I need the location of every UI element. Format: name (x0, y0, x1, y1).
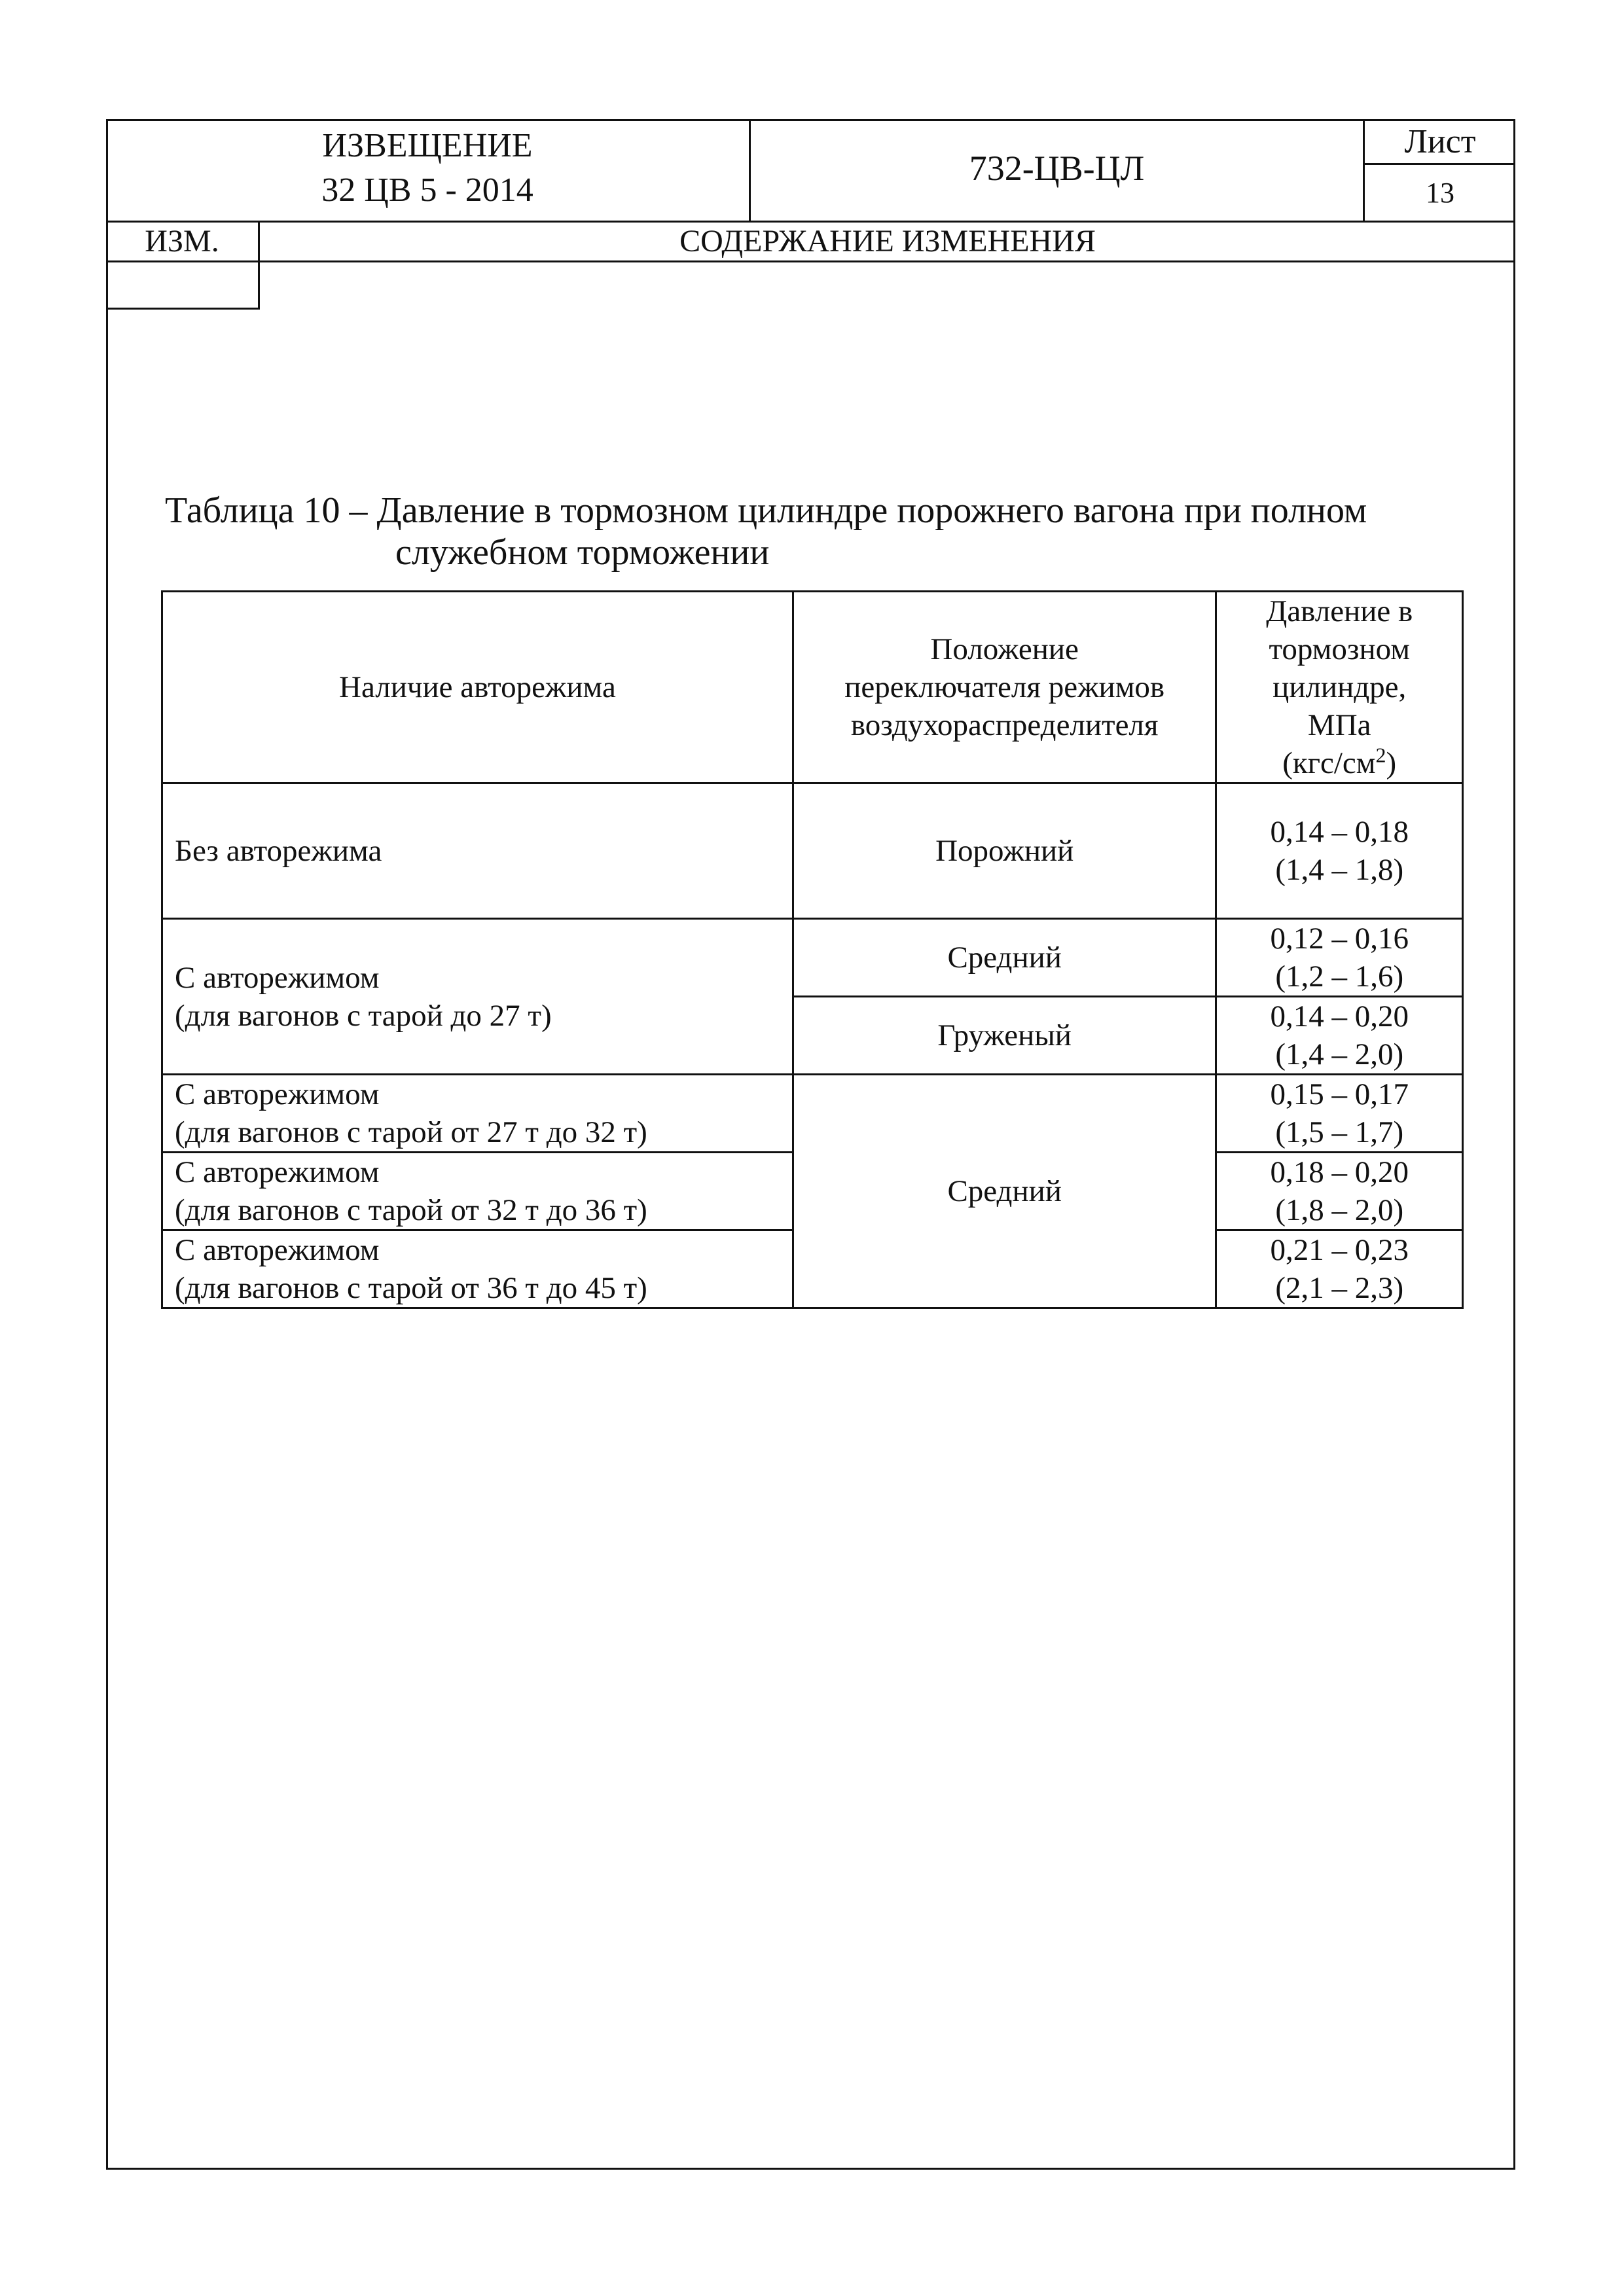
pressure-kgf: (1,8 – 2,0) (1275, 1193, 1404, 1227)
presence-line: (для вагонов с тарой до 27 т) (175, 998, 552, 1033)
cell-mode: Средний (793, 919, 1216, 997)
presence-line: (для вагонов с тарой от 36 т до 45 т) (175, 1271, 647, 1305)
cell-presence: Без авторежима (162, 783, 793, 919)
pressure-mpa: 0,14 – 0,20 (1270, 999, 1409, 1033)
header-switch-position (793, 592, 1216, 783)
cell-pressure (1216, 783, 1463, 919)
table-caption-line1: Таблица 10 – Давление в тормозном цилиндре порожнего вагона при полном (165, 490, 1367, 531)
presence-line: С авторежимом (175, 1077, 380, 1111)
table-caption (165, 490, 1367, 573)
header-pressure-line: цилиндре, (1272, 670, 1407, 704)
pressure-kgf: (1,4 – 1,8) (1275, 853, 1404, 887)
table-caption-line2: служебном торможении (395, 532, 770, 573)
presence-line: (для вагонов с тарой от 27 т до 32 т) (175, 1115, 647, 1149)
cell-presence (162, 1153, 793, 1230)
table-row (162, 1075, 1463, 1153)
sheet-number: 13 (1426, 177, 1454, 209)
header-pressure-line: тормозном (1269, 632, 1410, 666)
header-pressure-unit (1221, 744, 1458, 782)
notice-number: 32 ЦВ 5 - 2014 (321, 171, 533, 209)
pressure-kgf: (1,2 – 1,6) (1275, 960, 1404, 994)
cell-pressure (1216, 1230, 1463, 1308)
izm-row-separator (106, 260, 1515, 262)
cell-presence (162, 919, 793, 1075)
cell-pressure (1216, 1075, 1463, 1153)
presence-line: С авторежимом (175, 1233, 380, 1267)
content-label: СОДЕРЖАНИЕ ИЗМЕНЕНИЯ (679, 224, 1096, 259)
unit-close: ) (1386, 746, 1397, 780)
cell-pressure (1216, 1153, 1463, 1230)
cell-pressure (1216, 919, 1463, 997)
pressure-kgf: (1,4 – 2,0) (1275, 1037, 1404, 1071)
presence-line: С авторежимом (175, 1155, 380, 1189)
header-autoregime: Наличие авторежима (162, 592, 793, 783)
presence-line: (для вагонов с тарой от 32 т до 36 т) (175, 1193, 647, 1227)
cell-mode: Средний (793, 1075, 1216, 1308)
notice-title: ИЗВЕЩЕНИЕ (322, 127, 533, 164)
cell-presence (162, 1230, 793, 1308)
table-row (162, 783, 1463, 919)
pressure-mpa: 0,12 – 0,16 (1270, 922, 1409, 956)
table-row (162, 919, 1463, 997)
pressure-mpa: 0,15 – 0,17 (1270, 1077, 1409, 1111)
sheet-cell-divider (1363, 163, 1515, 165)
cell-mode: Порожний (793, 783, 1216, 919)
izm-cell-bottom (106, 308, 260, 310)
cell-presence (162, 1075, 793, 1153)
header-switch-line: Положение (930, 632, 1079, 666)
presence-line: С авторежимом (175, 960, 380, 995)
sheet-label: Лист (1404, 123, 1476, 160)
table-header-row (162, 592, 1463, 783)
unit-superscript: 2 (1375, 743, 1386, 767)
pressure-kgf: (1,5 – 1,7) (1275, 1115, 1404, 1149)
header-pressure-line: Давление в (1266, 594, 1413, 628)
pressure-mpa: 0,21 – 0,23 (1270, 1233, 1409, 1267)
header-pressure-line: МПа (1307, 708, 1371, 742)
pressure-kgf: (2,1 – 2,3) (1275, 1271, 1404, 1305)
pressure-mpa: 0,14 – 0,18 (1270, 815, 1409, 849)
document-code: 732-ЦВ-ЦЛ (969, 149, 1145, 188)
cell-pressure (1216, 997, 1463, 1075)
header-switch-line: воздухораспределителя (850, 708, 1159, 742)
header-switch-line: переключателя режимов (844, 670, 1165, 704)
header-pressure (1216, 592, 1463, 783)
pressure-mpa: 0,18 – 0,20 (1270, 1155, 1409, 1189)
izm-label: ИЗМ. (145, 224, 219, 259)
cell-mode: Груженый (793, 997, 1216, 1075)
unit-text: (кгс/см (1282, 746, 1376, 780)
pressure-table (161, 590, 1464, 1309)
